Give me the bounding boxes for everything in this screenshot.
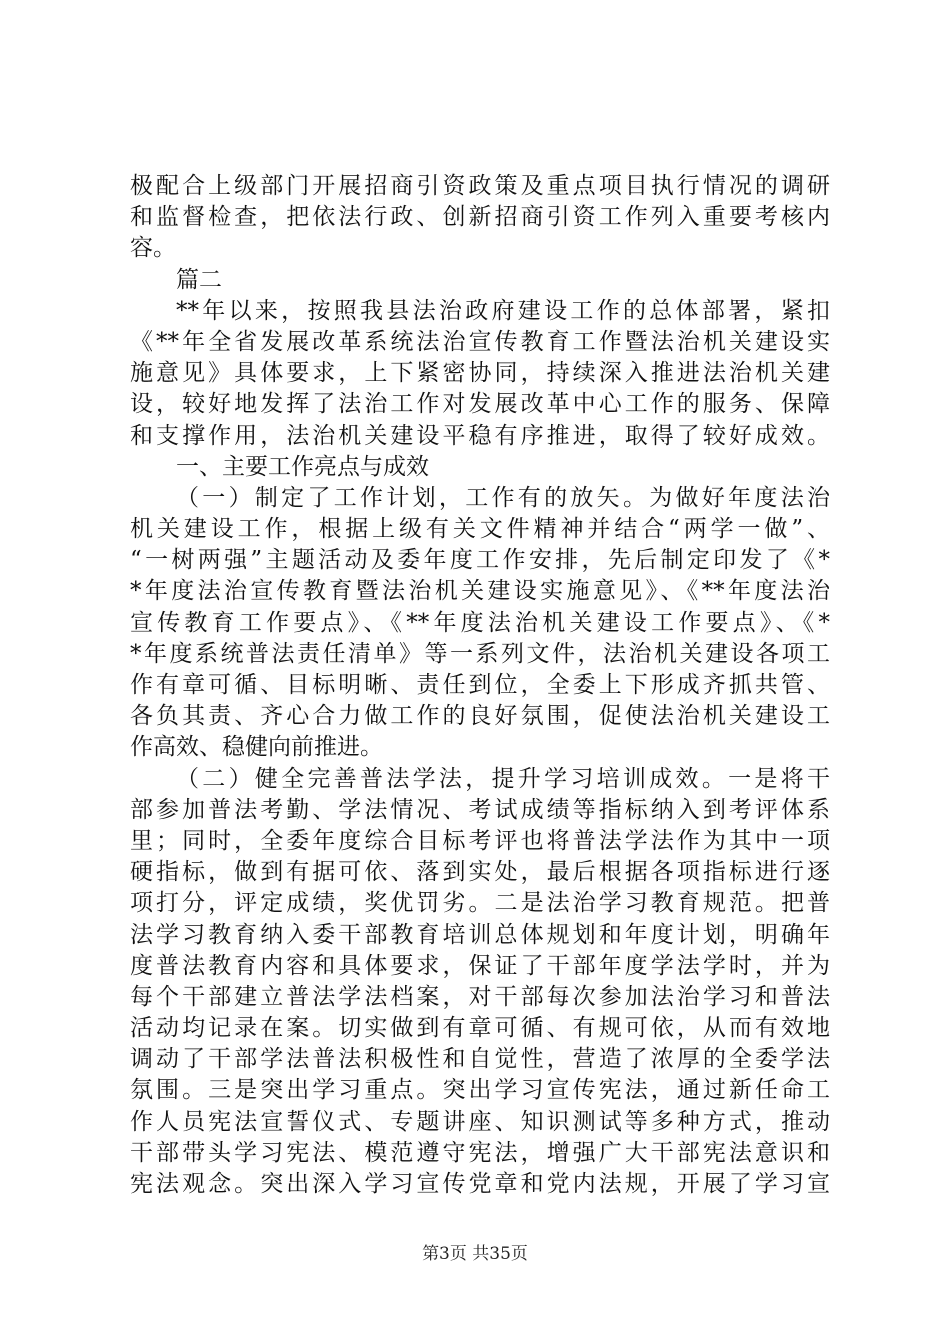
text-line: 设，较好地发挥了法治工作对发展改革中心工作的服务、保障 (130, 391, 830, 418)
text-line: 法学习教育纳入委干部教育培训总体规划和年度计划，明确年 (130, 921, 830, 948)
text-line: 施意见》具体要求，上下紧密协同，持续深入推进法治机关建 (130, 360, 830, 387)
text-line: 和支撑作用，法治机关建设平稳有序推进，取得了较好成效。 (130, 422, 830, 449)
text-line: **年以来，按照我县法治政府建设工作的总体部署，紧扣 (176, 297, 830, 324)
text-line: 和监督检查，把依法行政、创新招商引资工作列入重要考核内 (130, 204, 830, 231)
text-line: “一树两强”主题活动及委年度工作安排，先后制定印发了《* (130, 547, 830, 574)
text-line: *年度法治宣传教育暨法治机关建设实施意见》、《**年度法治 (130, 578, 830, 605)
text-line: 作高效、稳健向前推进。 (130, 734, 383, 761)
document-body (130, 171, 830, 1200)
text-line: 部参加普法考勤、学法情况、考试成绩等指标纳入到考评体系 (130, 796, 830, 823)
text-line: 《**年全省发展改革系统法治宣传教育工作暨法治机关建设实 (130, 328, 830, 355)
text-line: 度普法教育内容和具体要求，保证了干部年度学法学时，并为 (130, 952, 830, 979)
text-line: （二）健全完善普法学法，提升学习培训成效。一是将干 (176, 765, 830, 792)
text-line: 篇二 (176, 266, 222, 293)
text-line: 氛围。三是突出学习重点。突出学习宣传宪法，通过新任命工 (130, 1077, 830, 1104)
text-line: 容。 (130, 235, 176, 262)
text-line: 机关建设工作，根据上级有关文件精神并结合“两学一做”、 (130, 516, 830, 543)
text-line: 硬指标，做到有据可依、落到实处，最后根据各项指标进行逐 (130, 859, 830, 886)
text-line: （一）制定了工作计划，工作有的放矢。为做好年度法治 (176, 484, 830, 511)
text-line: 调动了干部学法普法积极性和自觉性，营造了浓厚的全委学法 (130, 1046, 830, 1073)
text-line: 作人员宪法宣誓仪式、专题讲座、知识测试等多种方式，推动 (130, 1108, 830, 1135)
text-line: *年度系统普法责任清单》等一系列文件，法治机关建设各项工 (130, 640, 830, 667)
text-line: 干部带头学习宪法、模范遵守宪法，增强广大干部宪法意识和 (130, 1139, 830, 1166)
page-footer: 第3页 共35页 (422, 1244, 528, 1264)
text-line: 每个干部建立普法学法档案，对干部每次参加法治学习和普法 (130, 983, 830, 1010)
text-line: 宪法观念。突出深入学习宣传党章和党内法规，开展了学习宣 (130, 1171, 830, 1197)
text-line: 作有章可循、目标明晰、责任到位，全委上下形成齐抓共管、 (130, 672, 830, 698)
text-line: 宣传教育工作要点》、《**年度法治机关建设工作要点》、《* (130, 609, 830, 636)
text-line: 一、主要工作亮点与成效 (176, 453, 429, 480)
text-line: 项打分，评定成绩，奖优罚劣。二是法治学习教育规范。把普 (130, 890, 830, 917)
text-line: 各负其责、齐心合力做工作的良好氛围，促使法治机关建设工 (130, 703, 830, 730)
text-line: 里；同时，全委年度综合目标考评也将普法学法作为其中一项 (130, 827, 830, 854)
text-line: 活动均记录在案。切实做到有章可循、有规可依，从而有效地 (130, 1015, 830, 1042)
text-line: 极配合上级部门开展招商引资政策及重点项目执行情况的调研 (130, 173, 830, 199)
